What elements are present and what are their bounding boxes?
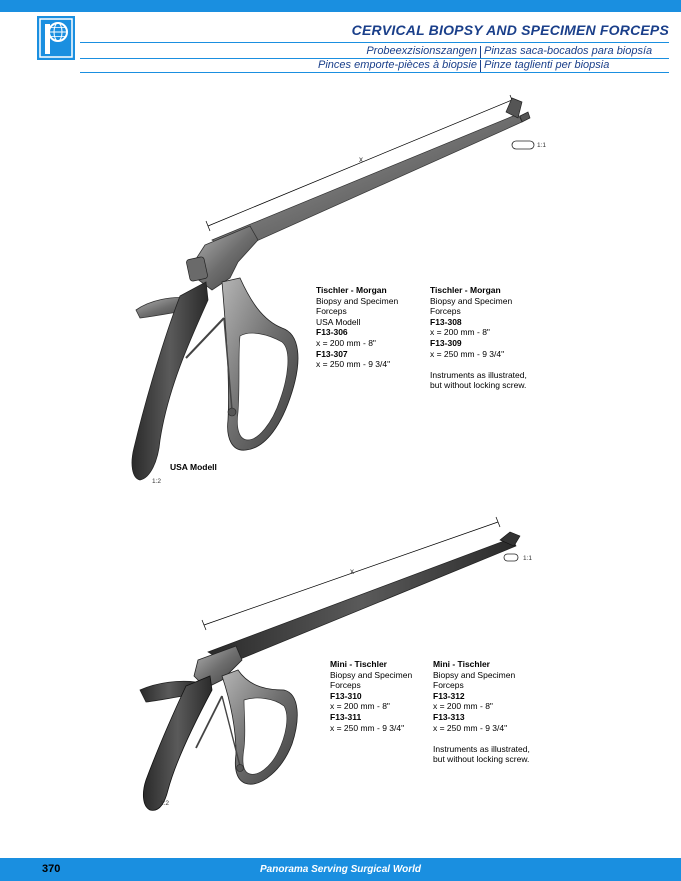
product-code: F13-306	[316, 327, 348, 338]
page-number: 370	[42, 863, 61, 875]
subtitle-de: Probeexzisionszangen	[366, 45, 477, 57]
page-title: CERVICAL BIOPSY AND SPECIMEN FORCEPS	[351, 22, 669, 38]
product-line: Forceps	[330, 680, 361, 691]
product-line: Biopsy and Specimen	[430, 295, 513, 306]
product-line: Forceps	[316, 306, 347, 317]
product-note: but without locking screw.	[430, 380, 527, 391]
tip-detail	[504, 554, 518, 561]
scale-main-label: 1:2	[160, 800, 170, 807]
product-description	[430, 285, 527, 391]
scale-main-label: 1:2	[152, 478, 162, 485]
product-name: Mini - Tischler	[433, 659, 490, 669]
subtitle-fr: Pinces emporte-pièces à biopsie	[318, 59, 477, 71]
product-line: Biopsy and Specimen	[330, 669, 413, 680]
product-size: x = 250 mm - 9 3/4"	[330, 722, 405, 733]
product-description	[433, 659, 530, 765]
product-name: Tischler - Morgan	[316, 285, 387, 295]
product-size: x = 250 mm - 9 3/4"	[433, 722, 508, 733]
tip-detail	[512, 141, 534, 149]
product-size: x = 200 mm - 8"	[330, 701, 390, 712]
usa-modell-label: USA Modell	[170, 462, 217, 472]
product-line: Biopsy and Specimen	[433, 669, 516, 680]
subtitle-it: Pinze taglienti per biopsia	[484, 59, 610, 71]
subtitle-es: Pinzas saca-bocados para biopsía	[484, 45, 653, 57]
product-name: Tischler - Morgan	[430, 285, 501, 295]
product-size: x = 250 mm - 9 3/4"	[316, 359, 391, 370]
scale-tip-label: 1:1	[537, 142, 547, 149]
product-code: F13-307	[316, 348, 348, 359]
product-code: F13-310	[330, 690, 362, 701]
product-line: Biopsy and Specimen	[316, 295, 399, 306]
product-size: x = 250 mm - 9 3/4"	[430, 348, 505, 359]
product-size: x = 200 mm - 8"	[433, 701, 493, 712]
footer-slogan: Panorama Serving Surgical World	[260, 864, 421, 875]
product-code: F13-309	[430, 337, 462, 348]
product-line: Forceps	[430, 306, 461, 317]
scale-tip-label: 1:1	[523, 555, 533, 562]
product-code: F13-313	[433, 711, 465, 722]
product-code: F13-308	[430, 316, 462, 327]
product-code: F13-311	[330, 711, 362, 722]
product-size: x = 200 mm - 8"	[316, 337, 376, 348]
product-note: Instruments as illustrated,	[430, 369, 527, 380]
product-size: x = 200 mm - 8"	[430, 327, 490, 338]
product-description	[316, 285, 398, 370]
product-code: F13-312	[433, 690, 465, 701]
product-line: USA Modell	[316, 316, 361, 327]
dimension-label: x	[359, 155, 363, 164]
product-name: Mini - Tischler	[330, 659, 387, 669]
product-note: but without locking screw.	[433, 754, 530, 765]
product-line: Forceps	[433, 680, 464, 691]
product-description	[330, 659, 412, 733]
product-note: Instruments as illustrated,	[433, 743, 530, 754]
dimension-label: x	[350, 567, 354, 576]
